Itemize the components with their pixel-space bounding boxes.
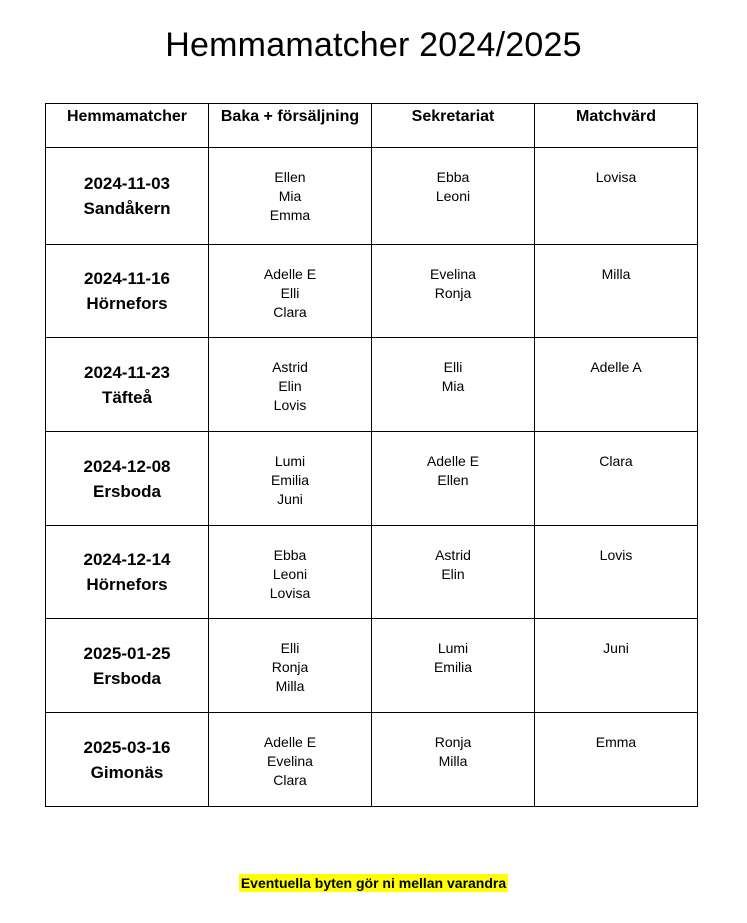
person-name: Juni xyxy=(603,640,629,656)
schedule-table xyxy=(45,103,698,807)
person-name: Emilia xyxy=(433,659,473,675)
match-cell xyxy=(46,432,209,526)
baka-cell xyxy=(209,338,372,432)
table-row xyxy=(46,526,698,619)
match-date: 2025-03-16 xyxy=(83,737,171,757)
match-date: 2024-11-16 xyxy=(83,269,171,288)
sekretariat-cell xyxy=(372,245,535,338)
baka-cell xyxy=(209,148,372,245)
person-name: Adelle E xyxy=(263,734,317,750)
matchvard-cell xyxy=(535,713,698,807)
table-row xyxy=(46,148,698,245)
person-name: Elli xyxy=(443,359,463,375)
baka-cell xyxy=(209,526,372,619)
column-header-baka: Baka + försäljning xyxy=(209,104,372,148)
person-name: Clara xyxy=(599,453,633,469)
person-name: Emma xyxy=(595,734,637,750)
person-name: Lovisa xyxy=(269,585,311,601)
person-name: Adelle E xyxy=(426,453,480,469)
table-row xyxy=(46,619,698,713)
matchvard-cell xyxy=(535,148,698,245)
sekretariat-cell xyxy=(372,713,535,807)
match-date: 2024-11-23 xyxy=(83,362,171,382)
person-name: Ronja xyxy=(434,734,472,750)
column-header-matchvard: Matchvärd xyxy=(535,104,698,148)
person-name: Elin xyxy=(278,378,302,394)
match-date: 2024-11-03 xyxy=(83,174,171,193)
matchvard-cell xyxy=(535,526,698,619)
sekretariat-cell xyxy=(372,526,535,619)
baka-cell xyxy=(209,245,372,338)
person-name: Milla xyxy=(438,753,468,769)
person-name: Lovis xyxy=(273,397,307,413)
match-date: 2025-01-25 xyxy=(83,643,171,663)
schedule-body xyxy=(46,148,698,807)
baka-cell xyxy=(209,713,372,807)
person-name: Juni xyxy=(277,491,303,507)
matchvard-cell xyxy=(535,245,698,338)
person-name: Leoni xyxy=(272,566,308,582)
person-name: Adelle E xyxy=(263,266,317,282)
match-place: Ersboda xyxy=(92,481,162,501)
person-name: Evelina xyxy=(267,753,313,769)
person-name: Astrid xyxy=(272,359,308,375)
footer-note-text: Eventuella byten gör ni mellan varandra xyxy=(240,875,507,891)
sekretariat-cell xyxy=(372,619,535,713)
table-row xyxy=(46,432,698,526)
table-row xyxy=(46,245,698,338)
person-name: Ronja xyxy=(271,659,309,675)
table-row xyxy=(46,338,698,432)
person-name: Astrid xyxy=(435,547,471,563)
person-name: Evelina xyxy=(430,266,476,282)
matchvard-cell xyxy=(535,338,698,432)
match-date: 2024-12-08 xyxy=(83,456,171,476)
baka-cell xyxy=(209,432,372,526)
sekretariat-cell xyxy=(372,432,535,526)
person-name: Elli xyxy=(280,640,300,656)
match-place: Täfteå xyxy=(101,387,153,407)
match-cell xyxy=(46,338,209,432)
person-name: Elin xyxy=(441,566,465,582)
match-cell xyxy=(46,713,209,807)
person-name: Clara xyxy=(273,304,307,320)
person-name: Lovisa xyxy=(595,169,637,185)
header-row xyxy=(46,104,698,148)
person-name: Ellen xyxy=(437,472,469,488)
person-name: Emilia xyxy=(270,472,310,488)
person-name: Lumi xyxy=(274,453,306,469)
matchvard-cell xyxy=(535,619,698,713)
person-name: Elli xyxy=(280,285,300,301)
match-place: Hörnefors xyxy=(86,294,168,313)
match-place: Hörnefors xyxy=(86,575,168,594)
person-name: Ebba xyxy=(436,169,470,185)
match-place: Ersboda xyxy=(92,668,162,688)
footer-note xyxy=(0,875,747,893)
sekretariat-cell xyxy=(372,148,535,245)
column-header-sekretariat: Sekretariat xyxy=(372,104,535,148)
match-cell xyxy=(46,245,209,338)
match-cell xyxy=(46,619,209,713)
table-row xyxy=(46,713,698,807)
person-name: Clara xyxy=(273,772,307,788)
person-name: Ellen xyxy=(274,169,306,185)
person-name: Mia xyxy=(278,188,302,204)
person-name: Lumi xyxy=(437,640,469,656)
page-title: Hemmamatcher 2024/2025 xyxy=(165,26,582,64)
person-name: Ronja xyxy=(434,285,472,301)
match-place: Gimonäs xyxy=(90,762,164,782)
match-date: 2024-12-14 xyxy=(83,550,171,569)
baka-cell xyxy=(209,619,372,713)
person-name: Milla xyxy=(601,266,631,282)
match-cell xyxy=(46,148,209,245)
matchvard-cell xyxy=(535,432,698,526)
match-cell xyxy=(46,526,209,619)
match-place: Sandåkern xyxy=(83,199,171,218)
person-name: Ebba xyxy=(273,547,307,563)
person-name: Emma xyxy=(269,207,311,223)
person-name: Milla xyxy=(275,678,305,694)
column-header-hemmamatcher: Hemmamatcher xyxy=(46,104,209,148)
person-name: Adelle A xyxy=(590,359,642,375)
person-name: Leoni xyxy=(435,188,471,204)
sekretariat-cell xyxy=(372,338,535,432)
person-name: Lovis xyxy=(599,547,633,563)
person-name: Mia xyxy=(441,378,465,394)
